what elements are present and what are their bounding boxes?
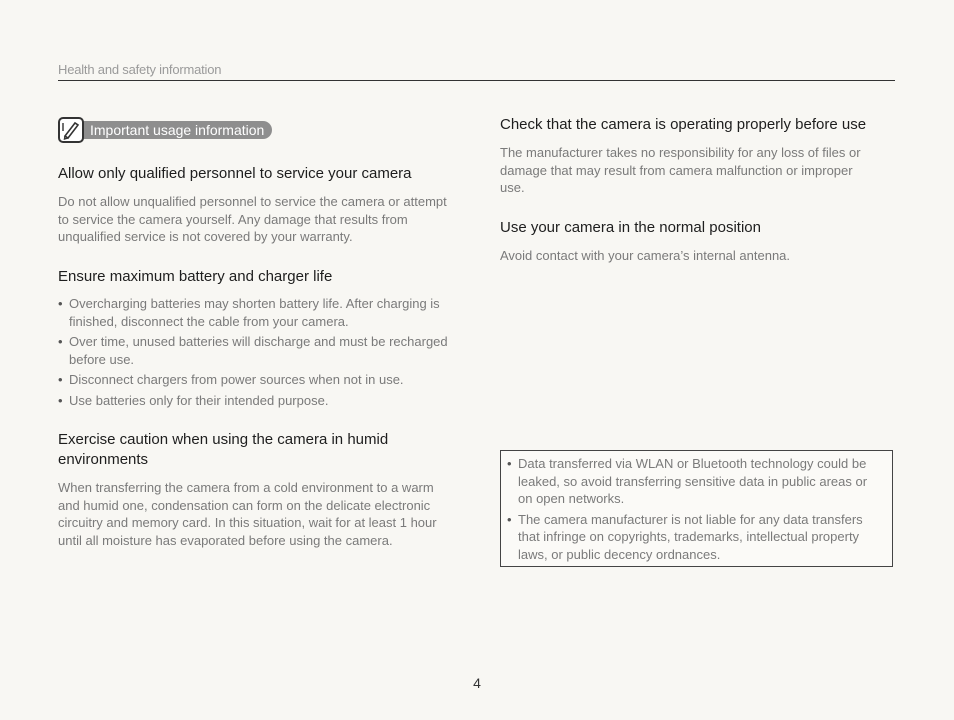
list-item: • The camera manufacturer is not liable for any data transfers that infringe on copyrights, trademarks, intellectual property laws, or public decency ordnances. <box>507 511 885 564</box>
heading-qualified-personnel: Allow only qualified personnel to service your camera <box>58 165 412 182</box>
page-number: 4 <box>473 675 481 691</box>
heading-normal-position: Use your camera in the normal position <box>500 219 761 236</box>
section-header-label: Health and safety information <box>58 62 222 77</box>
heading-battery-life: Ensure maximum battery and charger life <box>58 268 333 285</box>
body-normal-position: Avoid contact with your camera’s internal antenna. <box>500 248 791 263</box>
body-check-operation: The manufacturer takes no responsibility for any loss of files or damage that may result from camera malfunction or improper use. <box>500 145 861 195</box>
list-item: • Overcharging batteries may shorten battery life. After charging is finished, disconnect the cable from your camera. <box>58 295 456 330</box>
notice-bullet-list <box>507 455 885 566</box>
body-qualified-personnel: Do not allow unqualified personnel to service the camera or attempt to service the camera yourself. Any damage that results from unqualified service is not covered by your warranty. <box>58 194 447 244</box>
battery-bullet-list <box>58 295 456 412</box>
list-item: • Use batteries only for their intended purpose. <box>58 392 456 410</box>
list-item: • Disconnect chargers from power sources when not in use. <box>58 371 456 389</box>
note-pencil-icon <box>58 117 84 143</box>
badge-label: Important usage information <box>80 121 272 139</box>
data-transfer-notice-box <box>500 450 893 567</box>
list-item: • Data transferred via WLAN or Bluetooth technology could be leaked, so avoid transferring sensitive data in public areas or on open networks. <box>507 455 885 508</box>
list-item: • Over time, unused batteries will discharge and must be recharged before use. <box>58 333 456 368</box>
header-divider <box>58 80 895 81</box>
important-usage-badge <box>58 116 272 144</box>
heading-check-operation: Check that the camera is operating properly before use <box>500 116 867 133</box>
body-humid-environments: When transferring the camera from a cold environment to a warm and humid one, condensation can form on the delicate electronic circuitry and memory card. In this situation, wait for at least 1 hour until all moisture has evaporated before using the camera. <box>58 480 437 548</box>
heading-humid-environments: Exercise caution when using the camera in humid environments <box>58 431 389 468</box>
